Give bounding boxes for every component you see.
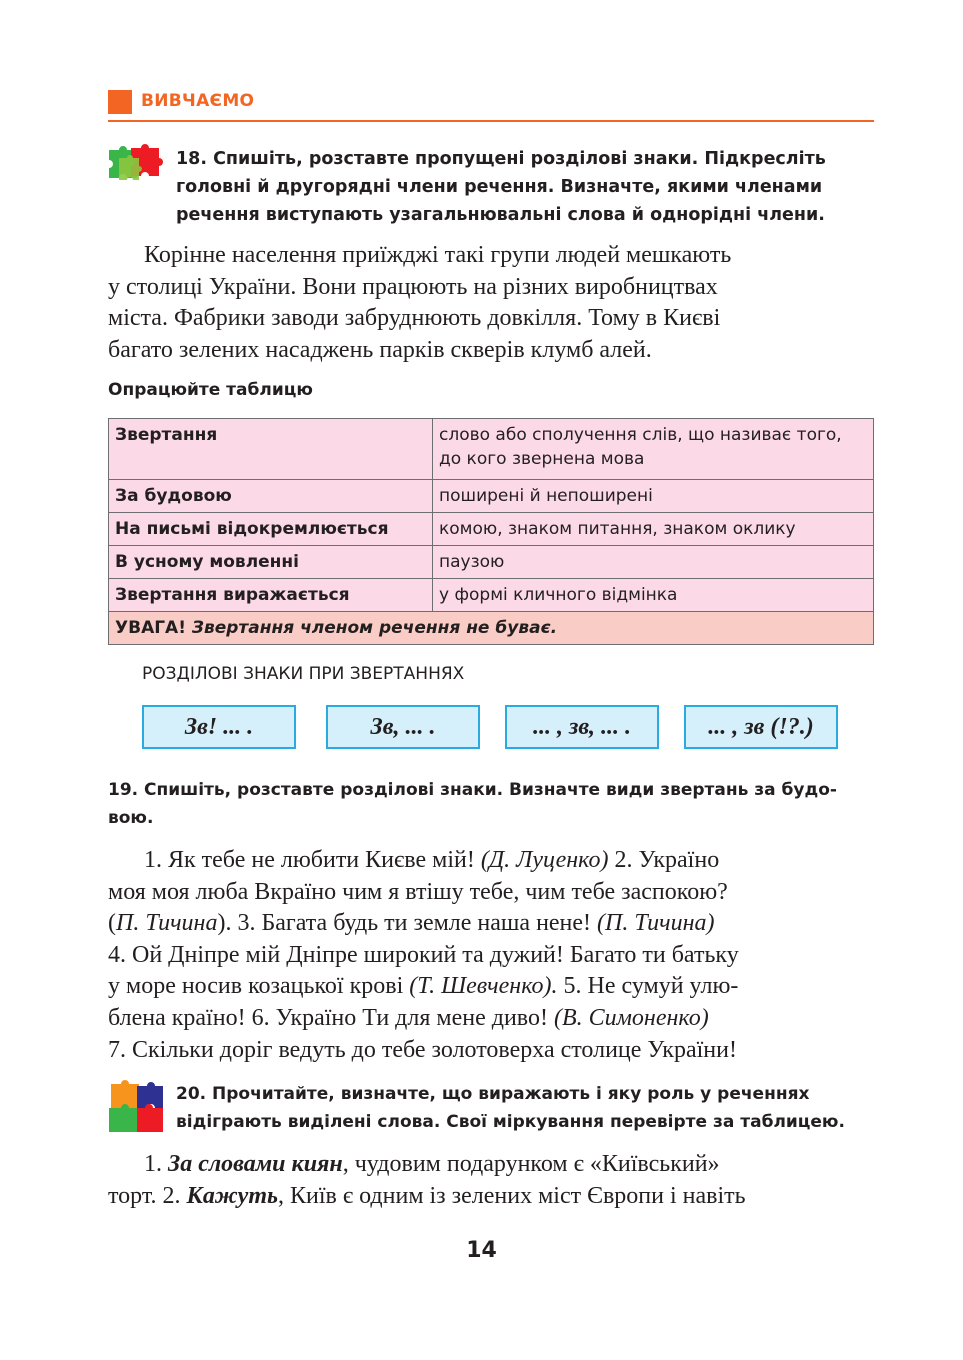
table-note [109,612,874,645]
punctuation-pattern: Зв, ... . [326,705,480,749]
section-label: ВИВЧАЄМО [141,91,255,111]
table-row [109,579,874,612]
task18-text [108,240,874,366]
highlighted-words: Кажуть [186,1182,278,1209]
punctuation-title: РОЗДІЛОВІ ЗНАКИ ПРИ ЗВЕРТАННЯХ [142,664,465,684]
sentence: 3. Багата будь ти земле наша нене! [237,910,592,937]
sentence: 2. Україно [614,847,720,873]
punctuation-pattern: ... , зв (!?.) [684,705,838,749]
sentence: у море носив козацької крові [108,973,404,1000]
task20-instruction-line: 20. Прочитайте, визначте, що виражають і яку роль у реченнях [176,1084,810,1104]
sentence: 4. Ой Дніпре мій Дніпре широкий та дужий! Багато ти батьку [108,941,739,968]
task18-instruction-line: головні й другорядні члени речення. Визначте, якими членами [176,177,823,197]
page-number: 14 [466,1238,497,1263]
sentence: моя моя люба Вкраїно чим я втішу тебе, чим тебе заспокою? [108,878,728,905]
task18-text-line: у столиці України. Вони працюють на різних виробництвах [108,273,718,300]
table-row [109,480,874,513]
author: (В. Симоненко) [553,1004,709,1031]
task18-text-line: Корінне населення приїжджі такі групи людей мешкають [144,242,732,268]
table-row [109,513,874,546]
punctuation-pattern: Зв! ... . [142,705,296,749]
task20-instruction [176,1080,876,1136]
table-value: у формі кличного відмінка [433,579,874,612]
task19-instruction [108,776,874,832]
note-prefix: УВАГА! [115,618,186,638]
table-value: поширені й непоширені [433,480,874,513]
author: П. Тичина [116,910,218,937]
task18-instruction [176,145,876,229]
task20-text [108,1149,874,1212]
note-text: Звертання членом речення не буває. [191,618,558,638]
puzzle-icon [107,1080,167,1136]
author: (Д. Луценко) [480,847,609,873]
sentence: , чудовим подарунком є «Київський» [342,1151,720,1177]
table-key: В усному мовленні [109,546,433,579]
sentence: 7. Скільки доріг ведуть до тебе золотоверха столице України! [108,1036,737,1063]
sentence: 5. Не сумуй улю- [563,973,739,1000]
table-key: Звертання виражається [109,579,433,612]
task19-instruction-line: 19. Спишіть, розставте розділові знаки. Визначте види звертань за будо- [108,780,837,800]
sentence: , Київ є одним із зелених міст Європи і навіть [277,1182,746,1209]
table-heading: Опрацюйте таблицю [108,380,313,400]
puzzle-icon [107,142,169,184]
section-divider [108,120,874,122]
punctuation-pattern: ... , зв, ... . [505,705,659,749]
task18-instruction-line: речення виступають узагальнювальні слова й однорідні члени. [176,205,825,225]
sentence: 1. Як тебе не любити Києве мій! [144,847,475,873]
sentence: 6. Україно Ти для мене диво! [251,1004,548,1031]
task20-instruction-line: відіграють виділені слова. Свої міркування перевірте за таблицею. [176,1112,845,1132]
table-row [109,546,874,579]
table-value: комою, знаком питання, знаком оклику [433,513,874,546]
sentence: торт. 2. [108,1182,181,1209]
section-marker [108,90,132,114]
rules-table [108,418,874,645]
table-value: паузою [433,546,874,579]
table-key: Звертання [109,419,433,480]
author: (Т. Шевченко). [409,973,558,1000]
sentence-number: 1. [144,1151,162,1177]
highlighted-words: За словами киян [168,1151,343,1177]
table-key: На письмі відокремлюється [109,513,433,546]
task18-instruction-line: 18. Спишіть, розставте пропущені розділові знаки. Підкресліть [176,149,826,169]
task19-instruction-line: вою. [108,808,154,828]
sentence: блена країно! [108,1004,246,1031]
table-key: За будовою [109,480,433,513]
task19-text: 1. Як тебе не любити Києве мій! (Д. Луценко) 2. Україно моя моя люба Вкраїно чим я втішу тебе, чим тебе заспокою? (П. Тичина). 3. Багата будь ти земле наша нене! (П. Тичина) 4. Ой Дніпре мій Дніпре широкий та дужий! Багато ти батьку у море носив козацької крові (Т. Шевченко). 5. Не сумуй улю- блена країно! 6. Україно Ти для мене диво! (В. Симоненко) 7. Скільки доріг ведуть до тебе золотоверха столице України! [108,845,874,1066]
table-note-row [109,612,874,645]
task18-text-line: міста. Фабрики заводи забруднюють довкілля. Тому в Києві [108,305,721,332]
author: (П. Тичина) [597,910,715,937]
table-value: слово або сполучення слів, що називає того, до кого звернена мова [433,419,874,480]
table-row [109,419,874,480]
task18-text-line: багато зелених насаджень парків скверів клумб алей. [108,336,652,363]
